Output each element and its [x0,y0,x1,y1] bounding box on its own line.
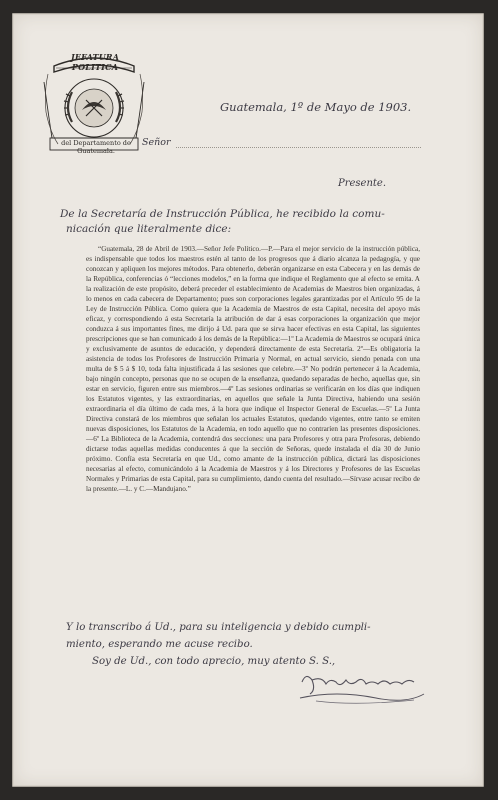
closing-line-3: Soy de Ud., con todo aprecio, muy atento S. S., [92,656,336,667]
intro-line-1: De la Secretaría de Instrucción Pública, he recibido la comu- [60,208,385,220]
handwritten-signature [296,668,428,708]
closing-line-2: miento, esperando me acuse recibo. [66,639,253,650]
presente-line: Presente. [338,178,387,189]
salutation: Señor [142,137,171,148]
addressee-blank-line [176,147,421,148]
closing-line-1: Y lo transcribo á Ud., para su inteligencia y debido cumpli- [66,622,371,633]
letterhead-department: del Departamento de Guatemala. [61,139,131,155]
transcribed-communication: “Guatemala, 28 de Abril de 1903.—Señor Jefe Político.—P.—Para el mejor servicio de la instrucción pública, es indispensable que todos los maestros estén al tanto de los progresos que á diario alcanza la pedagogía, y que conozcan y apliquen los mejores métodos. Para obtenerlo, deberán organizarse en esta Cabecera y en las demás de la República, conferencias ó “lecciones modelos,” en la forma que indique el Reglamento que al efecto se emita. A la realización de este propósito, deberá preceder el establecimiento de Academias de Maestros bien organizadas, á lo menos en cada cabecera de Departamento; pues son corporaciones legales garantizadas por el Artículo 95 de la Ley de Instrucción Pública. Como quiera que la Academia de Maestros de esta Capital, necesita del apoyo más eficaz, y correspondiendo á esta Secretaría la atribución de dar á esas corporaciones la organización que mejor conduzca á sus importantes fines, me dirijo á Ud. para que se sirva hacer efectivas en esta Capital, las siguientes prescripciones que se han comunicado á los demás de la República:—1º La Academia de Maestros se ocupará única y exclusivamente de asuntos de educación, y dependerá directamente de esta Secretaría. 2º—Es obligatoria la asistencia de todos los Profesores de Instrucción Primaria y Normal, en actual servicio, siendo penada con una multa de $ 5 á $ 10, toda falta injustificada á las sesiones que celebre.—3º No podrán pertenecer á la Academia, bajo ningún concepto, personas que no se ocupen de la enseñanza, quedando separadas de hecho, aquellas que, sin estar en servicio, figuren entre sus miembros.—4º Las sesiones ordinarias se verificarán en los días que indiquen los Estatutos vigentes, y las extraordinarias, en aquellos que señale la Junta Directiva, habiendo una sesión extraordinaria el día último de cada mes, á la hora que indique el Inspector General de Escuelas.—5º La Junta Directiva constará de los miembros que señalan los actuales Estatutos, quedando vigentes, entre tanto se emiten nuevas disposiciones, los Estatutos de la Academia, en todo aquello que no contraríen las presentes disposiciones.—6º La Biblioteca de la Academia, contendrá dos secciones: una para Profesores y otra para Profesoras, debiendo dictarse todas aquellas medidas conducentes á que la sección de Señoras, quede instalada el día 30 de Junio próximo. Confía esta Secretaría en que Ud., como amante de la instrucción pública, dictará las disposiciones necesarias al efecto, comunicándolo á la Academia de Maestros y á los Directores y Profesores de las Escuelas Normales y Primarias de esta Capital, para su cumplimiento, dando cuenta del resultado.—Sírvase acusar recibo de la presente.—L. y C.—Mandujano.” [86,245,420,493]
intro-line-2: nicación que literalmente dice: [66,223,232,235]
date-line: Guatemala, 1º de Mayo de 1903. [220,100,412,114]
letterhead-title: JEFATURA POLITICA [70,52,120,72]
